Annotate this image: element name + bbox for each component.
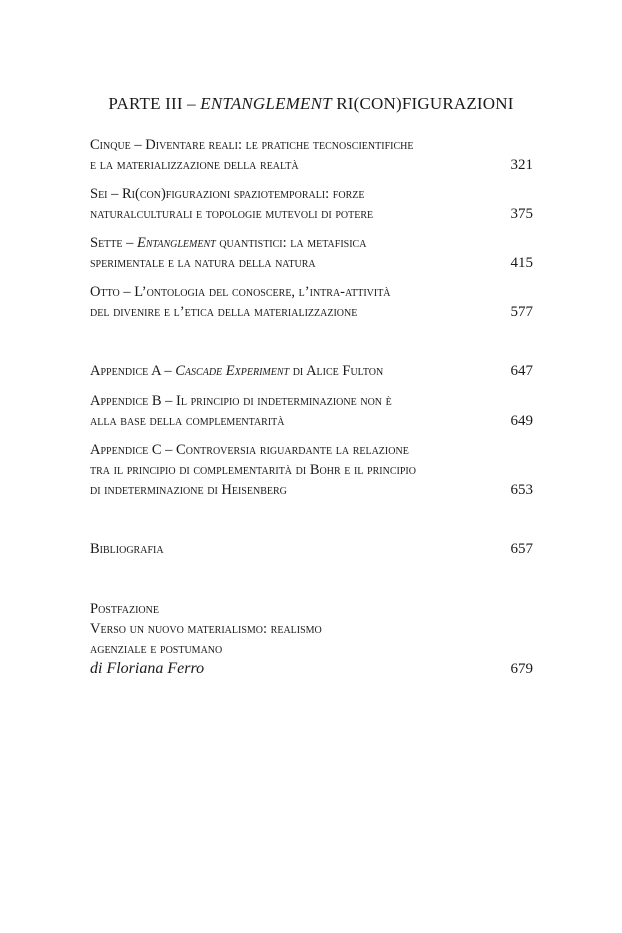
entry-title-line: Verso un nuovo materialismo: realismo bbox=[90, 621, 322, 637]
entry-title-italic: Cascade Experiment bbox=[175, 363, 290, 379]
part-title bbox=[0, 94, 622, 114]
entry-title-line bbox=[90, 233, 533, 253]
toc-entry-chapter-8[interactable] bbox=[90, 282, 533, 322]
entry-title-line: di indeterminazione di Heisenberg bbox=[90, 482, 287, 498]
entry-title-line: Appendice C – Controversia riguardante la relazione bbox=[90, 442, 409, 458]
page-number: 657 bbox=[510, 541, 533, 557]
page-number: 649 bbox=[510, 413, 533, 429]
entry-title-line: Sei – Ri(con)figurazioni spaziotemporali: forze bbox=[90, 186, 365, 202]
page-number: 653 bbox=[510, 482, 533, 498]
entry-title-italic: Entanglement bbox=[137, 235, 216, 251]
page-number: 321 bbox=[510, 157, 533, 173]
toc-entry-appendix-a[interactable] bbox=[90, 361, 533, 381]
toc-entry-bibliography[interactable] bbox=[90, 539, 533, 559]
page-number: 647 bbox=[510, 363, 533, 379]
entry-title-line: Bibliografia bbox=[90, 541, 164, 557]
entry-title-suffix: di Alice Fulton bbox=[289, 363, 384, 379]
entry-title-line bbox=[90, 361, 533, 381]
toc-entry-appendix-c[interactable] bbox=[90, 440, 533, 500]
entry-title-line: Cinque – Diventare reali: le pratiche tecnoscientifiche bbox=[90, 137, 414, 153]
entry-title-line: sperimentale e la natura della natura bbox=[90, 255, 316, 271]
entry-title-line: naturalculturali e topologie mutevoli di potere bbox=[90, 206, 374, 222]
toc-entry-chapter-7[interactable] bbox=[90, 233, 533, 273]
page-number: 375 bbox=[510, 206, 533, 222]
page-number: 577 bbox=[510, 304, 533, 320]
toc-entry-chapter-6[interactable] bbox=[90, 184, 533, 224]
entry-title-line: del divenire e l’etica della materializzazione bbox=[90, 304, 358, 320]
postface-author: di Floriana Ferro bbox=[90, 660, 205, 677]
page-number: 415 bbox=[510, 255, 533, 271]
part-title-prefix: PARTE III – bbox=[108, 94, 201, 113]
entry-title-line: Appendice B – Il principio di indeterminazione non è bbox=[90, 393, 392, 409]
part-title-italic: ENTANGLEMENT bbox=[200, 94, 332, 113]
entry-title-prefix: Sette – bbox=[90, 235, 137, 251]
toc-entry-postface[interactable] bbox=[90, 599, 533, 679]
postface-heading: Postfazione bbox=[90, 601, 159, 617]
toc-entry-appendix-b[interactable] bbox=[90, 391, 533, 431]
entry-title-line: Otto – L’ontologia del conoscere, l’intra-attività bbox=[90, 284, 391, 300]
entry-title-line: e la materializzazione della realtà bbox=[90, 157, 299, 173]
entry-title-line: agenziale e postumano bbox=[90, 641, 223, 657]
page-number: 679 bbox=[510, 661, 533, 677]
entry-title-line: alla base della complementarità bbox=[90, 413, 285, 429]
part-title-suffix: RI(CON)FIGURAZIONI bbox=[331, 94, 514, 113]
entry-title-prefix: Appendice A – bbox=[90, 363, 176, 379]
entry-title-suffix: quantistici: la metafisica bbox=[215, 235, 367, 251]
entry-title-line: tra il principio di complementarità di Bohr e il principio bbox=[90, 462, 416, 478]
toc-entry-chapter-5[interactable] bbox=[90, 135, 533, 175]
